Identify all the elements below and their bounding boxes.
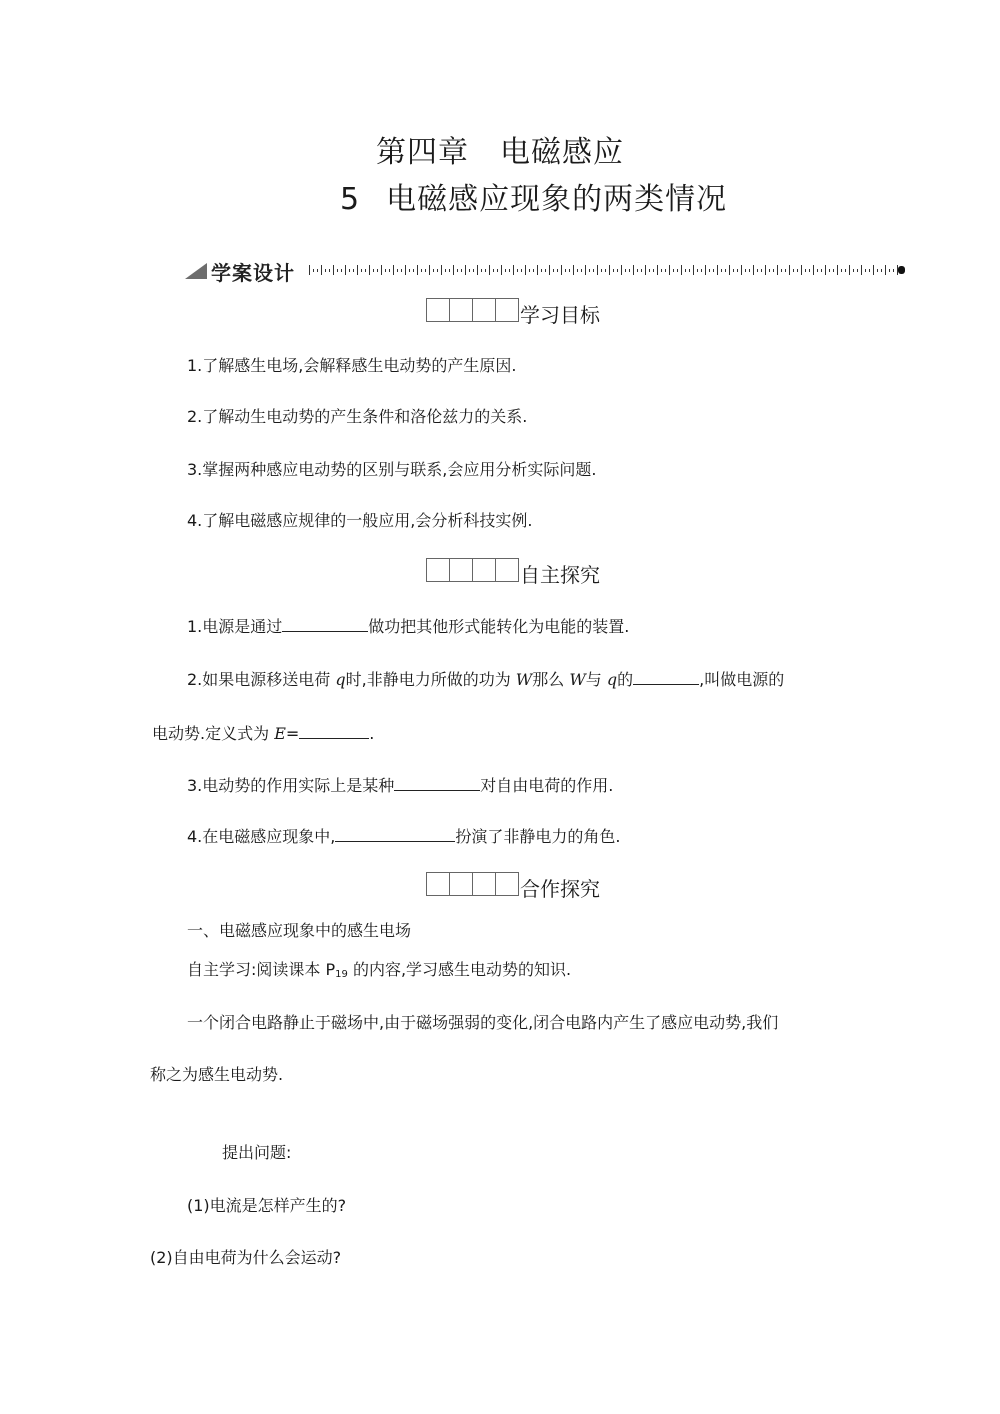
- fill-blank-1[interactable]: [282, 615, 368, 632]
- question-3: 3.电动势的作用实际上是某种 对自由电荷的作用.: [187, 776, 614, 795]
- heading-text: 自主探究: [520, 563, 600, 587]
- box-icons: [426, 872, 518, 896]
- goal-item: 1.了解感生电场,会解释感生电动势的产生原因.: [187, 356, 517, 375]
- discussion-question: (1)电流是怎样产生的?: [187, 1196, 347, 1215]
- box-icons: [426, 298, 518, 322]
- question-1: 1.电源是通过 做功把其他形式能转化为电能的装置.: [187, 617, 630, 636]
- question-prompt: 提出问题:: [222, 1143, 292, 1162]
- study-design-banner: [185, 257, 905, 283]
- box-icons: [426, 558, 518, 582]
- section-title: [340, 174, 727, 218]
- divider-end-dot-icon: [898, 266, 905, 274]
- discussion-question: (2)自由电荷为什么会运动?: [150, 1248, 342, 1267]
- triangle-icon: [185, 263, 207, 279]
- question-2: 2.如果电源移送电荷 q时,非静电力所做的功为 W那么 W与 q的 ,叫做电源的: [187, 670, 785, 689]
- fill-blank-4[interactable]: [394, 774, 480, 791]
- paragraph-line-2: 称之为感生电动势.: [150, 1065, 284, 1084]
- question-2-line2: 电动势.定义式为 E= .: [152, 724, 375, 743]
- fill-blank-3[interactable]: [299, 722, 369, 739]
- goal-item: 2.了解动生电动势的产生条件和洛伦兹力的关系.: [187, 407, 528, 426]
- reading-instruction: 自主学习:阅读课本 $P_{19}$ 的内容,学习感生电动势的知识.: [187, 960, 572, 980]
- section-heading-self-study: [426, 554, 600, 587]
- divider-ticks: [309, 265, 899, 275]
- chapter-title: 第四章 电磁感应: [376, 135, 624, 170]
- fill-blank-2[interactable]: [633, 668, 699, 685]
- section-title-text: 电磁感应现象的两类情况: [386, 182, 728, 217]
- question-4: 4.在电磁感应现象中, 扮演了非静电力的角色.: [187, 827, 621, 846]
- section-heading-cooperative: [426, 868, 600, 901]
- paragraph-line-1: 一个闭合电路静止于磁场中,由于磁场强弱的变化,闭合电路内产生了感应电动势,我们: [187, 1013, 779, 1032]
- heading-text: 合作探究: [520, 877, 600, 901]
- goal-item: 4.了解电磁感应规律的一般应用,会分析科技实例.: [187, 511, 533, 530]
- section-number: 5: [340, 182, 361, 217]
- subheading: 一、电磁感应现象中的感生电场: [187, 921, 412, 940]
- goal-item: 3.掌握两种感应电动势的区别与联系,会应用分析实际问题.: [187, 460, 597, 479]
- heading-text: 学习目标: [520, 303, 600, 327]
- banner-label: 学案设计: [211, 261, 295, 285]
- fill-blank-5[interactable]: [335, 825, 455, 842]
- section-heading-goals: [426, 294, 600, 327]
